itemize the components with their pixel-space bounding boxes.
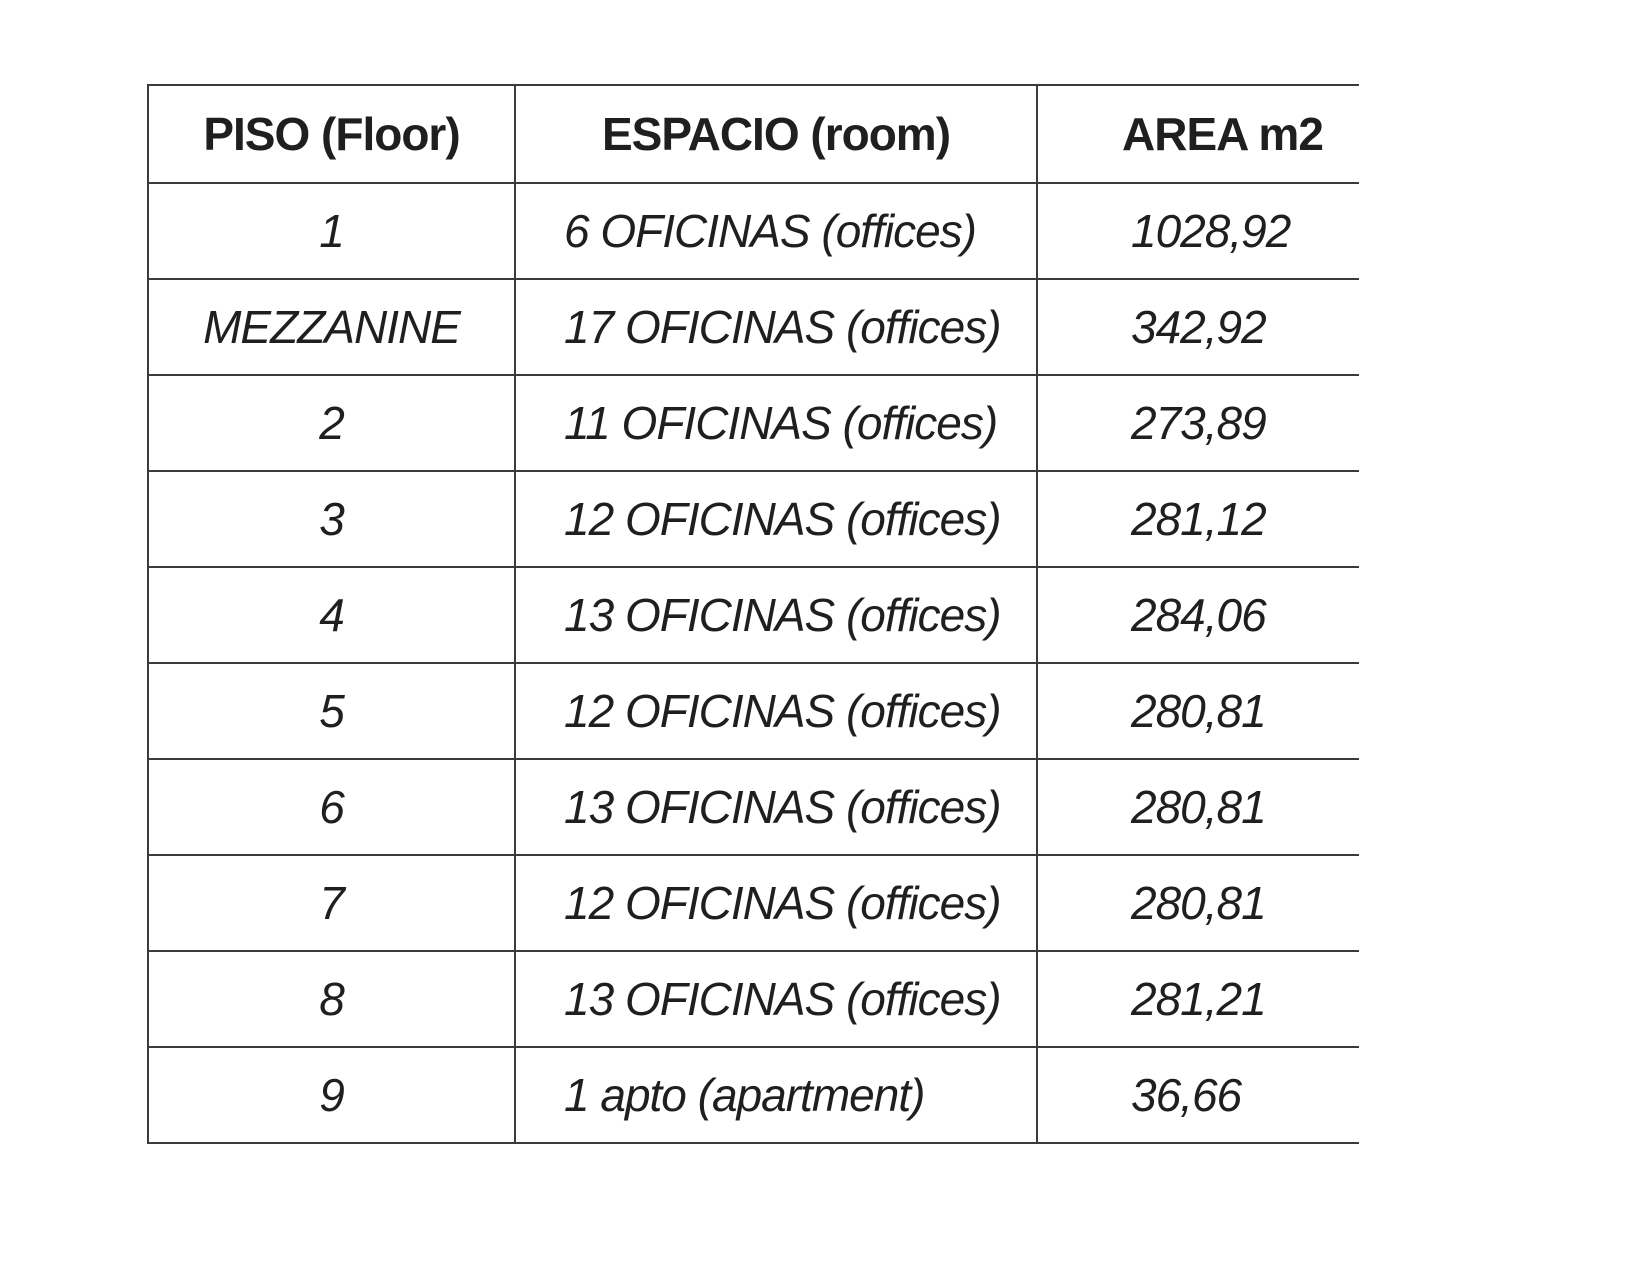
cell-area: 1028,92	[1037, 183, 1359, 279]
cell-room: 12 OFICINAS (offices)	[515, 855, 1037, 951]
cell-floor: 1	[148, 183, 515, 279]
cell-area: 36,66	[1037, 1047, 1359, 1143]
cell-floor: 9	[148, 1047, 515, 1143]
header-area: AREA m2	[1037, 85, 1359, 183]
cell-floor: MEZZANINE	[148, 279, 515, 375]
table-row	[148, 183, 1359, 279]
cell-room: 6 OFICINAS (offices)	[515, 183, 1037, 279]
table-row	[148, 1047, 1359, 1143]
cell-floor: 3	[148, 471, 515, 567]
cell-area: 280,81	[1037, 855, 1359, 951]
table-row	[148, 567, 1359, 663]
cell-floor: 5	[148, 663, 515, 759]
table-row	[148, 951, 1359, 1047]
cell-area: 281,21	[1037, 951, 1359, 1047]
cell-room: 13 OFICINAS (offices)	[515, 951, 1037, 1047]
cell-floor: 8	[148, 951, 515, 1047]
cell-floor: 4	[148, 567, 515, 663]
cell-room: 1 apto (apartment)	[515, 1047, 1037, 1143]
table-row	[148, 855, 1359, 951]
cell-area: 273,89	[1037, 375, 1359, 471]
table-row	[148, 759, 1359, 855]
header-floor: PISO (Floor)	[148, 85, 515, 183]
cell-room: 13 OFICINAS (offices)	[515, 759, 1037, 855]
table-row	[148, 279, 1359, 375]
cell-room: 17 OFICINAS (offices)	[515, 279, 1037, 375]
cell-area: 280,81	[1037, 759, 1359, 855]
cell-room: 12 OFICINAS (offices)	[515, 663, 1037, 759]
table-header-row	[148, 85, 1359, 183]
cell-room: 12 OFICINAS (offices)	[515, 471, 1037, 567]
cell-floor: 7	[148, 855, 515, 951]
cell-area: 284,06	[1037, 567, 1359, 663]
cell-area: 342,92	[1037, 279, 1359, 375]
cell-room: 13 OFICINAS (offices)	[515, 567, 1037, 663]
cell-floor: 6	[148, 759, 515, 855]
floor-area-table	[147, 84, 1359, 1144]
cell-area: 280,81	[1037, 663, 1359, 759]
cell-room: 11 OFICINAS (offices)	[515, 375, 1037, 471]
cell-area: 281,12	[1037, 471, 1359, 567]
floor-area-table-container	[147, 84, 1358, 1144]
cell-floor: 2	[148, 375, 515, 471]
table-row	[148, 375, 1359, 471]
table-row	[148, 663, 1359, 759]
table-row	[148, 471, 1359, 567]
header-room: ESPACIO (room)	[515, 85, 1037, 183]
